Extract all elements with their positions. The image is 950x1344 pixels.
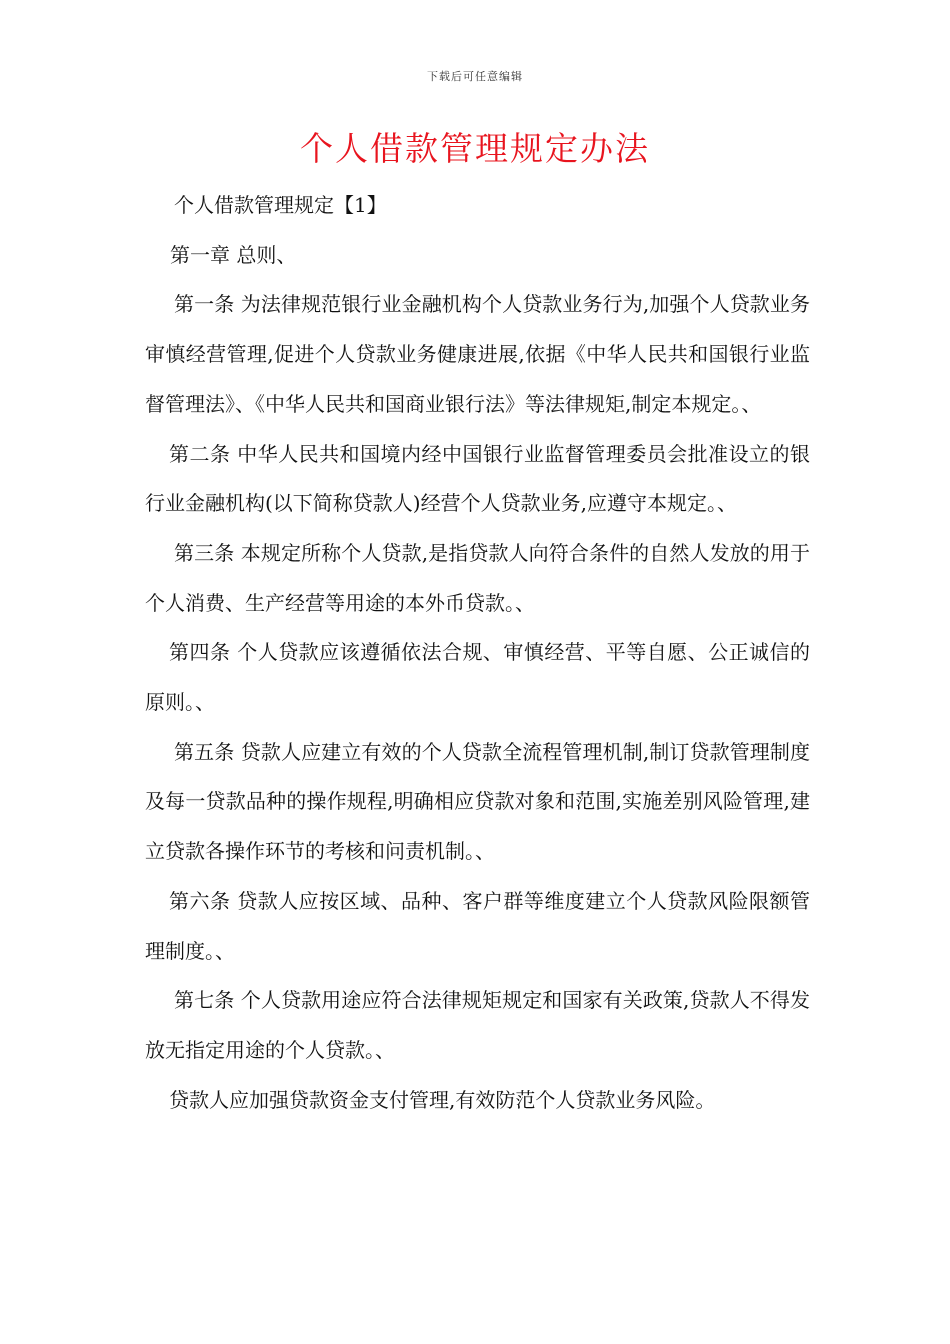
document-title: 个人借款管理规定办法 (300, 129, 650, 168)
article-1: 第一条 为法律规范银行业金融机构个人贷款业务行为,加强个人贷款业务审慎经营管理,促进个人贷款业务健康进展,依据《中华人民共和国银行业监督管理法》、《中华人民共和国商业银行法》等法律规矩,制定本规定。、 (145, 292, 810, 416)
article-6: 第六条 贷款人应按区域、品种、客户群等维度建立个人贷款风险限额管理制度。、 (145, 888, 810, 963)
article-7-continued: 贷款人应加强贷款资金支付管理,有效防范个人贷款业务风险。 (169, 1087, 716, 1112)
document-body (145, 181, 810, 1125)
article-7: 第七条 个人贷款用途应符合法律规矩规定和国家有关政策,贷款人不得发放无指定用途的个人贷款。、 (145, 988, 810, 1062)
article-4: 第四条 个人贷款应该遵循依法合规、审慎经营、平等自愿、公正诚信的原则。、 (145, 640, 810, 715)
section-heading: 个人借款管理规定【1】 (174, 193, 387, 217)
article-2: 第二条 中华人民共和国境内经中国银行业监督管理委员会批准设立的银行业金融机构(以下简称贷款人)经营个人贷款业务,应遵守本规定。、 (145, 441, 810, 516)
article-3: 第三条 本规定所称个人贷款,是指贷款人向符合条件的自然人发放的用于个人消费、生产经营等用途的本外币贷款。、 (145, 540, 810, 615)
header-note: 下载后可任意编辑 (427, 70, 523, 83)
chapter-heading: 第一章 总则、 (170, 242, 297, 267)
article-5: 第五条 贷款人应建立有效的个人贷款全流程管理机制,制订贷款管理制度及每一贷款品种的操作规程,明确相应贷款对象和范围,实施差别风险管理,建立贷款各操作环节的考核和问责机制。、 (145, 739, 810, 864)
